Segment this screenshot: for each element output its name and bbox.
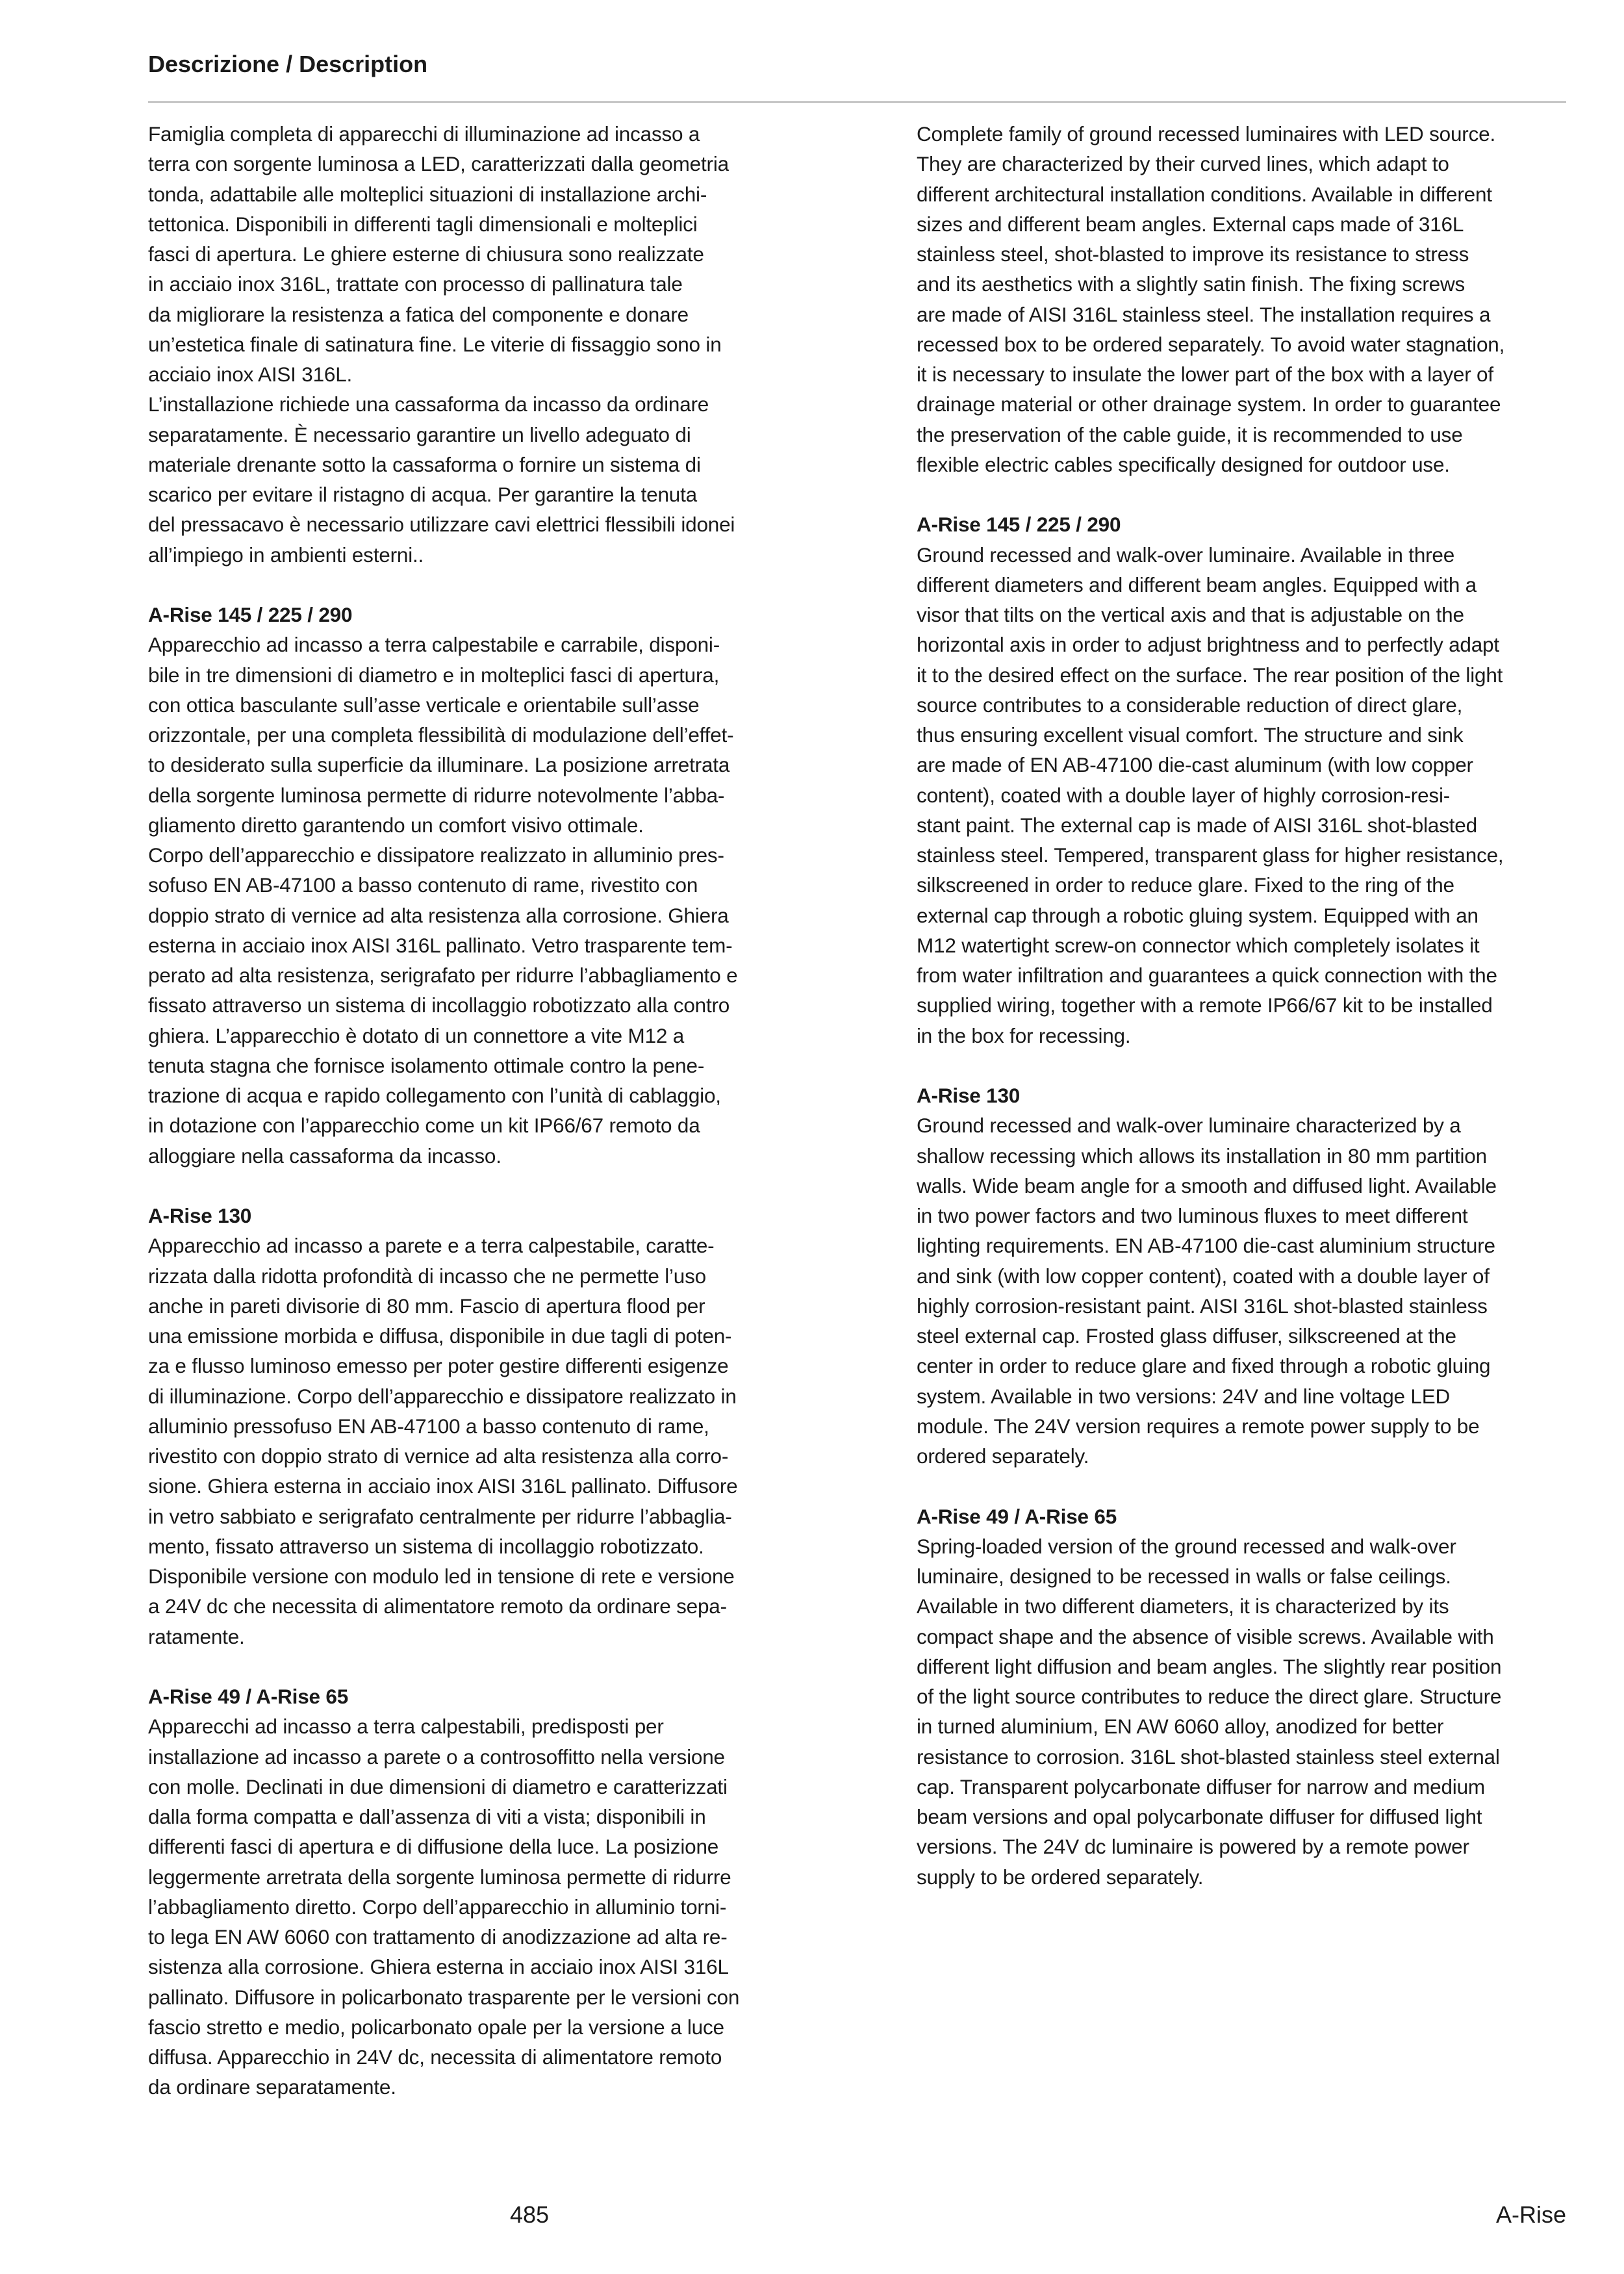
text-line: gliamento diretto garantendo un comfort visivo ottimale. <box>148 813 644 837</box>
text-line: in vetro sabbiato e serigrafato centralmente per ridurre l’abbaglia- <box>148 1504 732 1528</box>
text-line: della sorgente luminosa permette di ridurre notevolmente l’abba- <box>148 783 725 807</box>
text-line: different diameters and different beam angles. Equipped with a <box>917 572 1477 596</box>
text-line: supplied wiring, together with a remote IP66/67 kit to be installed <box>917 993 1493 1017</box>
text-line: a 24V dc che necessita di alimentatore remoto da ordinare sepa- <box>148 1594 727 1618</box>
paragraph-gap <box>148 1652 804 1681</box>
text-line: l’abbagliamento diretto. Corpo dell’apparecchio in alluminio torni- <box>148 1895 727 1919</box>
italian-section-heading: A-Rise 130 <box>148 1204 252 1227</box>
paragraph-gap <box>148 1171 804 1201</box>
text-line: tenuta stagna che fornisce isolamento ottimale contro la pene- <box>148 1053 705 1077</box>
text-line: compact shape and the absence of visible screws. Available with <box>917 1624 1494 1648</box>
text-line: con ottica basculante sull’asse verticale e orientabile sull’asse <box>148 693 700 717</box>
text-line: differenti fasci di apertura e di diffusione della luce. La posizione <box>148 1835 719 1859</box>
paragraph-gap <box>148 570 804 600</box>
text-line: bile in tre dimensioni di diametro e in molteplici fasci di apertura, <box>148 663 720 687</box>
text-line: different light diffusion and beam angles. The slightly rear position <box>917 1654 1502 1678</box>
text-line: ratamente. <box>148 1624 245 1648</box>
text-line: drainage material or other drainage system. In order to guarantee <box>917 392 1501 416</box>
text-line: in dotazione con l’apparecchio come un kit IP66/67 remoto da <box>148 1114 700 1138</box>
english-section-body <box>917 1110 1573 1471</box>
text-line: installazione ad incasso a parete o a controsoffitto nella versione <box>148 1744 725 1769</box>
text-line: ghiera. L’apparecchio è dotato di un connettore a vite M12 a <box>148 1023 685 1047</box>
text-line: of the light source contributes to reduce the direct glare. Structure <box>917 1685 1502 1708</box>
text-line: visor that tilts on the vertical axis and that is adjustable on the <box>917 603 1464 626</box>
text-line: un’estetica finale di satinatura fine. Le viterie di fissaggio sono in <box>148 332 722 356</box>
text-line: Famiglia completa di apparecchi di illuminazione ad incasso a <box>148 122 700 146</box>
text-line: They are characterized by their curved lines, which adapt to <box>917 152 1449 176</box>
text-line: stainless steel. Tempered, transparent glass for higher resistance, <box>917 843 1504 867</box>
text-line: L’installazione richiede una cassaforma da incasso da ordinare <box>148 392 709 416</box>
text-line: walls. Wide beam angle for a smooth and diffused light. Available <box>917 1173 1497 1197</box>
text-line: Spring-loaded version of the ground recessed and walk-over <box>917 1534 1456 1558</box>
italian-section-heading: A-Rise 145 / 225 / 290 <box>148 603 353 626</box>
text-line: Disponibile versione con modulo led in tensione di rete e versione <box>148 1565 735 1588</box>
text-line: za e flusso luminoso emesso per poter gestire differenti esigenze <box>148 1354 729 1378</box>
text-line: lighting requirements. EN AB-47100 die-cast aluminium structure <box>917 1234 1495 1258</box>
text-line: Corpo dell’apparecchio e dissipatore realizzato in alluminio pres- <box>148 843 724 867</box>
text-line: are made of AISI 316L stainless steel. The installation requires a <box>917 302 1491 326</box>
english-section-heading: A-Rise 145 / 225 / 290 <box>917 513 1121 537</box>
text-line: Complete family of ground recessed luminaires with LED source. <box>917 122 1495 146</box>
text-line: acciaio inox AISI 316L. <box>148 363 353 386</box>
text-line: da migliorare la resistenza a fatica del componente e donare <box>148 302 689 326</box>
text-line: Available in two different diameters, it is characterized by its <box>917 1594 1449 1618</box>
text-line: sofuso EN AB-47100 a basso contenuto di rame, rivestito con <box>148 873 698 897</box>
text-line: una emissione morbida e diffusa, disponibile in due tagli di poten- <box>148 1324 732 1348</box>
english-section-heading: A-Rise 49 / A-Rise 65 <box>917 1504 1117 1528</box>
text-line: mento, fissato attraverso un sistema di incollaggio robotizzato. <box>148 1534 704 1558</box>
text-line: in two power factors and two luminous fluxes to meet different <box>917 1204 1468 1227</box>
text-line: del pressacavo è necessario utilizzare cavi elettrici flessibili idonei <box>148 513 735 537</box>
text-line: thus ensuring excellent visual comfort. The structure and sink <box>917 723 1464 747</box>
text-line: sizes and different beam angles. External caps made of 316L <box>917 212 1464 236</box>
text-line: source contributes to a considerable reduction of direct glare, <box>917 693 1463 717</box>
text-line: fasci di apertura. Le ghiere esterne di chiusura sono realizzate <box>148 242 704 266</box>
text-line: versions. The 24V dc luminaire is powered by a remote power <box>917 1835 1469 1859</box>
text-line: ordered separately. <box>917 1444 1089 1468</box>
italian-section-body <box>148 630 804 1171</box>
text-line: esterna in acciaio inox AISI 316L pallinato. Vetro trasparente tem- <box>148 933 733 957</box>
text-line: to desiderato sulla superficie da illuminare. La posizione arretrata <box>148 753 730 777</box>
text-line: scarico per evitare il ristagno di acqua. Per garantire la tenuta <box>148 483 697 506</box>
text-line: all’impiego in ambienti esterni.. <box>148 543 424 567</box>
text-line: di illuminazione. Corpo dell’apparecchio e dissipatore realizzato in <box>148 1384 737 1408</box>
text-line: anche in pareti divisorie di 80 mm. Fascio di apertura flood per <box>148 1294 705 1318</box>
text-line: con molle. Declinati in due dimensioni di diametro e caratterizzati <box>148 1774 728 1798</box>
italian-section-body <box>148 1231 804 1652</box>
text-line: alluminio pressofuso EN AB-47100 a basso contenuto di rame, <box>148 1414 709 1438</box>
text-line: it is necessary to insulate the lower part of the box with a layer of <box>917 363 1493 386</box>
italian-column <box>148 119 804 2102</box>
footer-product-name: A-Rise <box>1495 2201 1566 2228</box>
text-line: shallow recessing which allows its installation in 80 mm partition <box>917 1143 1487 1168</box>
text-line: in acciaio inox 316L, trattate con processo di pallinatura tale <box>148 272 683 296</box>
text-line: leggermente arretrata della sorgente luminosa permette di ridurre <box>148 1865 731 1889</box>
text-line: module. The 24V version requires a remote power supply to be <box>917 1414 1480 1438</box>
text-line: it to the desired effect on the surface. The rear position of the light <box>917 663 1503 687</box>
english-section-body <box>917 540 1573 1051</box>
paragraph-gap <box>917 479 1573 509</box>
text-line: content), coated with a double layer of highly corrosion-resi- <box>917 783 1451 807</box>
text-line: perato ad alta resistenza, serigrafato per ridurre l’abbagliamento e <box>148 964 738 987</box>
page-title: Descrizione / Description <box>148 51 428 77</box>
text-line: rivestito con doppio strato di vernice ad alta resistenza alla corro- <box>148 1444 729 1468</box>
text-line: terra con sorgente luminosa a LED, caratterizzati dalla geometria <box>148 152 729 176</box>
italian-section-body <box>148 1711 804 2102</box>
english-section-body <box>917 1531 1573 1892</box>
text-line: Ground recessed and walk-over luminaire. Available in three <box>917 543 1455 567</box>
english-column <box>917 119 1573 1892</box>
italian-intro <box>148 119 804 570</box>
text-line: and its aesthetics with a slightly satin finish. The fixing screws <box>917 272 1465 296</box>
text-line: Apparecchi ad incasso a terra calpestabili, predisposti per <box>148 1715 664 1739</box>
english-section-heading: A-Rise 130 <box>917 1084 1021 1107</box>
text-line: external cap through a robotic gluing system. Equipped with an <box>917 903 1478 927</box>
text-line: materiale drenante sotto la cassaforma o fornire un sistema di <box>148 452 701 476</box>
text-line: da ordinare separatamente. <box>148 2075 396 2099</box>
text-line: the preservation of the cable guide, it is recommended to use <box>917 422 1463 446</box>
text-line: sione. Ghiera esterna in acciaio inox AISI 316L pallinato. Diffusore <box>148 1474 738 1498</box>
text-line: system. Available in two versions: 24V and line voltage LED <box>917 1384 1451 1408</box>
text-line: separatamente. È necessario garantire un livello adeguato di <box>148 422 691 446</box>
paragraph-gap <box>917 1051 1573 1080</box>
header-divider <box>148 101 1566 103</box>
text-line: in turned aluminium, EN AW 6060 alloy, anodized for better <box>917 1715 1444 1739</box>
text-line: resistance to corrosion. 316L shot-blasted stainless steel external <box>917 1744 1500 1769</box>
text-line: are made of EN AB-47100 die-cast aluminum (with low copper <box>917 753 1473 777</box>
text-line: pallinato. Diffusore in policarbonato trasparente per le versioni con <box>148 1985 740 2009</box>
text-line: beam versions and opal polycarbonate diffuser for diffused light <box>917 1805 1482 1828</box>
text-line: luminaire, designed to be recessed in walls or false ceilings. <box>917 1565 1451 1588</box>
text-line: tettonica. Disponibili in differenti tagli dimensionali e molteplici <box>148 212 698 236</box>
text-line: from water infiltration and guarantees a quick connection with the <box>917 964 1497 987</box>
text-line: doppio strato di vernice ad alta resistenza alla corrosione. Ghiera <box>148 903 729 927</box>
text-line: sistenza alla corrosione. Ghiera esterna in acciaio inox AISI 316L <box>148 1955 729 1979</box>
text-line: fascio stretto e medio, policarbonato opale per la versione a luce <box>148 2015 724 2039</box>
text-line: silkscreened in order to reduce glare. Fixed to the ring of the <box>917 873 1454 897</box>
text-line: Ground recessed and walk-over luminaire characterized by a <box>917 1114 1461 1138</box>
text-line: horizontal axis in order to adjust brightness and to perfectly adapt <box>917 633 1499 657</box>
italian-section-heading: A-Rise 49 / A-Rise 65 <box>148 1685 349 1708</box>
text-line: different architectural installation conditions. Available in different <box>917 182 1492 206</box>
english-intro <box>917 119 1573 479</box>
text-line: M12 watertight screw-on connector which completely isolates it <box>917 933 1480 957</box>
text-line: recessed box to be ordered separately. To avoid water stagnation, <box>917 332 1505 356</box>
text-line: highly corrosion-resistant paint. AISI 316L shot-blasted stainless <box>917 1294 1488 1318</box>
text-line: fissato attraverso un sistema di incollaggio robotizzato alla contro <box>148 993 730 1017</box>
text-line: Apparecchio ad incasso a terra calpestabile e carrabile, disponi- <box>148 633 720 657</box>
text-line: and sink (with low copper content), coated with a double layer of <box>917 1264 1490 1288</box>
text-line: alloggiare nella cassaforma da incasso. <box>148 1143 501 1168</box>
text-line: cap. Transparent polycarbonate diffuser for narrow and medium <box>917 1774 1485 1798</box>
text-line: stant paint. The external cap is made of AISI 316L shot-blasted <box>917 813 1477 837</box>
text-line: Apparecchio ad incasso a parete e a terra calpestabile, caratte- <box>148 1234 715 1258</box>
text-line: supply to be ordered separately. <box>917 1865 1204 1889</box>
page-number: 485 <box>510 2201 550 2228</box>
text-line: tonda, adattabile alle molteplici situazioni di installazione archi- <box>148 182 707 206</box>
text-line: rizzata dalla ridotta profondità di incasso che ne permette l’uso <box>148 1264 706 1288</box>
text-line: diffusa. Apparecchio in 24V dc, necessita di alimentatore remoto <box>148 2045 722 2069</box>
text-line: orizzontale, per una completa flessibilità di modulazione dell’effet- <box>148 723 734 747</box>
text-line: trazione di acqua e rapido collegamento con l’unità di cablaggio, <box>148 1084 721 1107</box>
paragraph-gap <box>917 1471 1573 1501</box>
text-line: to lega EN AW 6060 con trattamento di anodizzazione ad alta re- <box>148 1925 728 1948</box>
text-line: center in order to reduce glare and fixed through a robotic gluing <box>917 1354 1491 1378</box>
text-line: stainless steel, shot-blasted to improve its resistance to stress <box>917 242 1469 266</box>
text-line: dalla forma compatta e dall’assenza di viti a vista; disponibili in <box>148 1805 706 1828</box>
text-line: steel external cap. Frosted glass diffuser, silkscreened at the <box>917 1324 1456 1348</box>
text-line: in the box for recessing. <box>917 1023 1131 1047</box>
text-line: flexible electric cables specifically designed for outdoor use. <box>917 452 1450 476</box>
